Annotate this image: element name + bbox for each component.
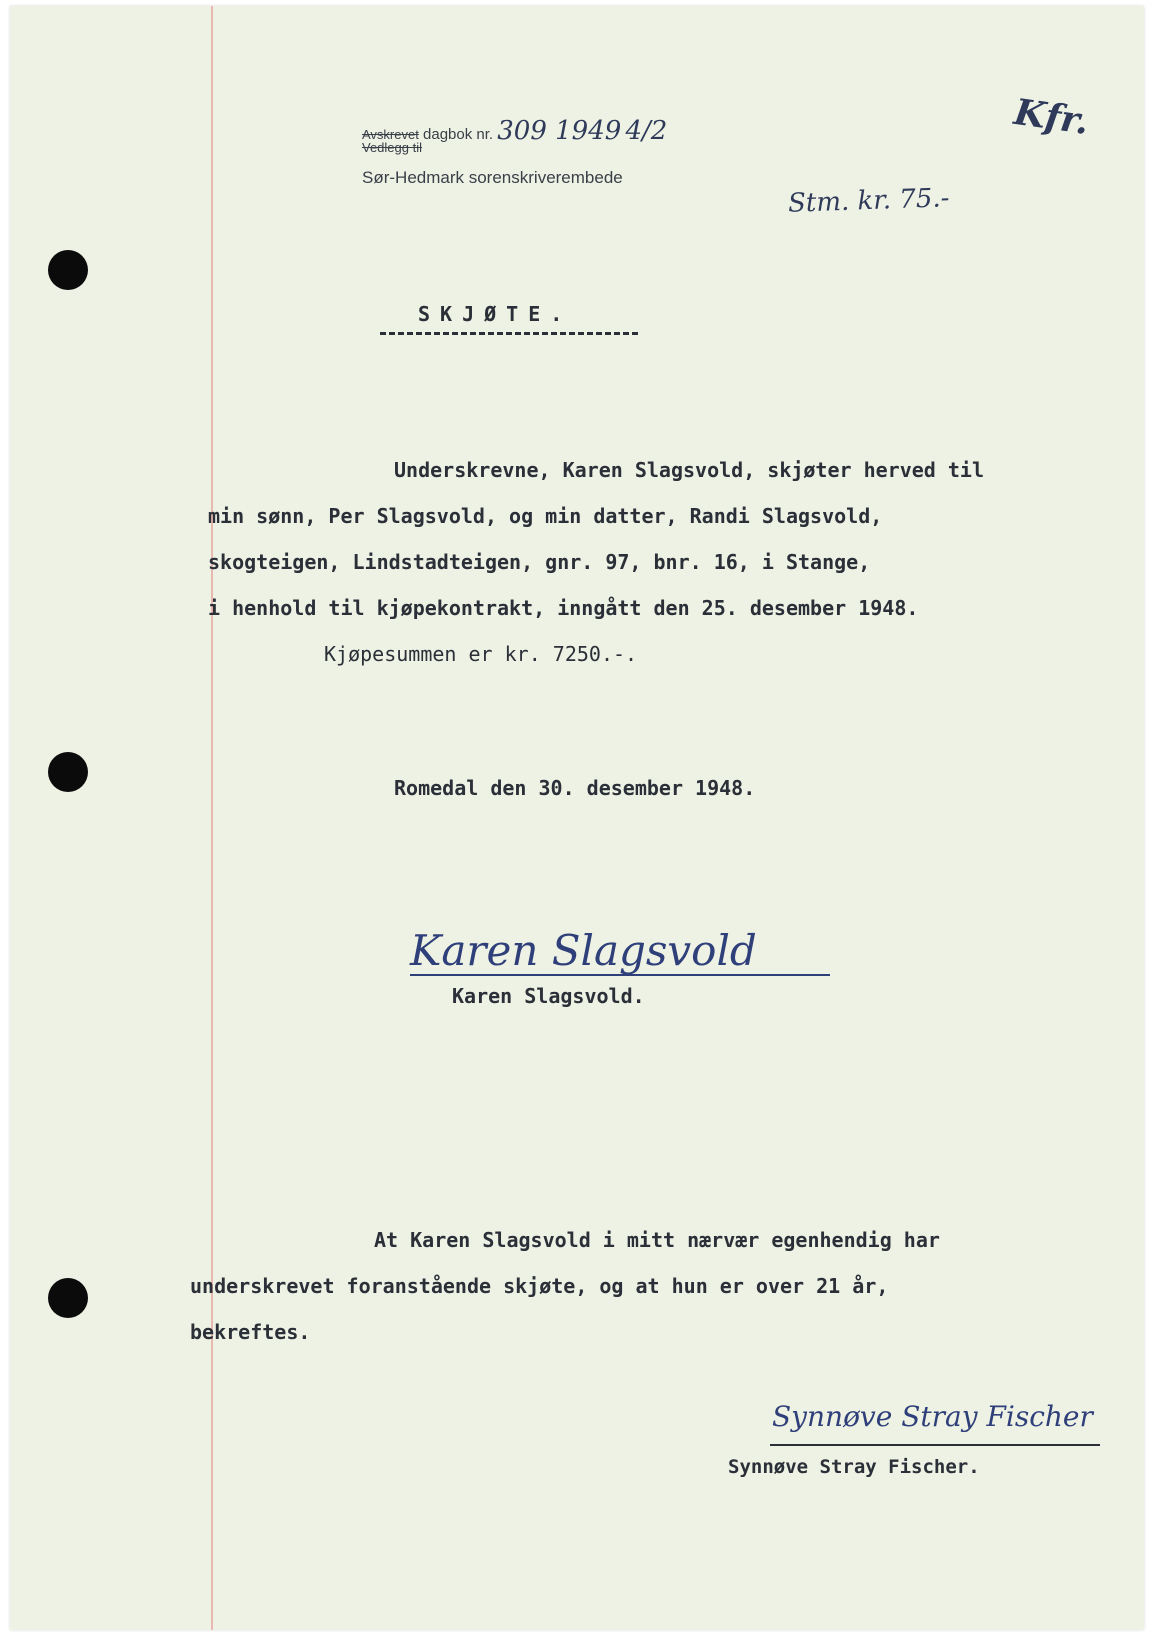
paragraph-line: Underskrevne, Karen Slagsvold, skjøter herved til	[394, 458, 985, 482]
stamp-dagbok-date: 4/2	[625, 116, 668, 146]
paragraph-line: skogteigen, Lindstadteigen, gnr. 97, bnr. 16, i Stange,	[208, 550, 871, 574]
signature-handwritten: Karen Slagsvold	[410, 926, 757, 975]
stamp-dagbok-number: 309 1949	[497, 116, 622, 146]
margin-rule	[211, 6, 213, 1630]
signature-typed-name: Karen Slagsvold.	[452, 984, 645, 1008]
stamp-struck-text: Avskrevet	[362, 127, 419, 142]
witness-signature-underline	[770, 1444, 1100, 1446]
stamp-fee-annotation: Stm. kr. 75.-	[787, 183, 950, 219]
punch-hole-bottom	[48, 1278, 88, 1318]
punch-hole-middle	[48, 752, 88, 792]
witness-line: bekreftes.	[190, 1320, 311, 1344]
stamp-struck-text-2: Vedlegg til	[362, 140, 422, 155]
witness-line: underskrevet foranstående skjøte, og at hun er over 21 år,	[190, 1274, 889, 1298]
kfr-annotation: Kfr.	[1011, 90, 1092, 144]
document-page	[10, 6, 1144, 1630]
witness-line: At Karen Slagsvold i mitt nærvær egenhendig har	[374, 1228, 940, 1252]
punch-hole-top	[48, 250, 88, 290]
paragraph-line: i henhold til kjøpekontrakt, inngått den 25. desember 1948.	[208, 596, 919, 620]
price-line: Kjøpesummen er kr. 7250.-.	[324, 642, 638, 666]
stamp-dagbok-label: dagbok nr.	[423, 126, 494, 143]
paragraph-line: min sønn, Per Slagsvold, og min datter, Randi Slagsvold,	[208, 504, 883, 528]
witness-signature-handwritten: Synnøve Stray Fischer	[772, 1400, 1093, 1433]
office-name: Sør-Hedmark sorenskriverembede	[362, 168, 623, 187]
place-date: Romedal den 30. desember 1948.	[394, 776, 756, 800]
signature-underline	[410, 974, 830, 976]
title-underline	[380, 332, 638, 335]
document-title: SKJØTE.	[418, 302, 573, 326]
witness-typed-name: Synnøve Stray Fischer.	[728, 1456, 980, 1478]
